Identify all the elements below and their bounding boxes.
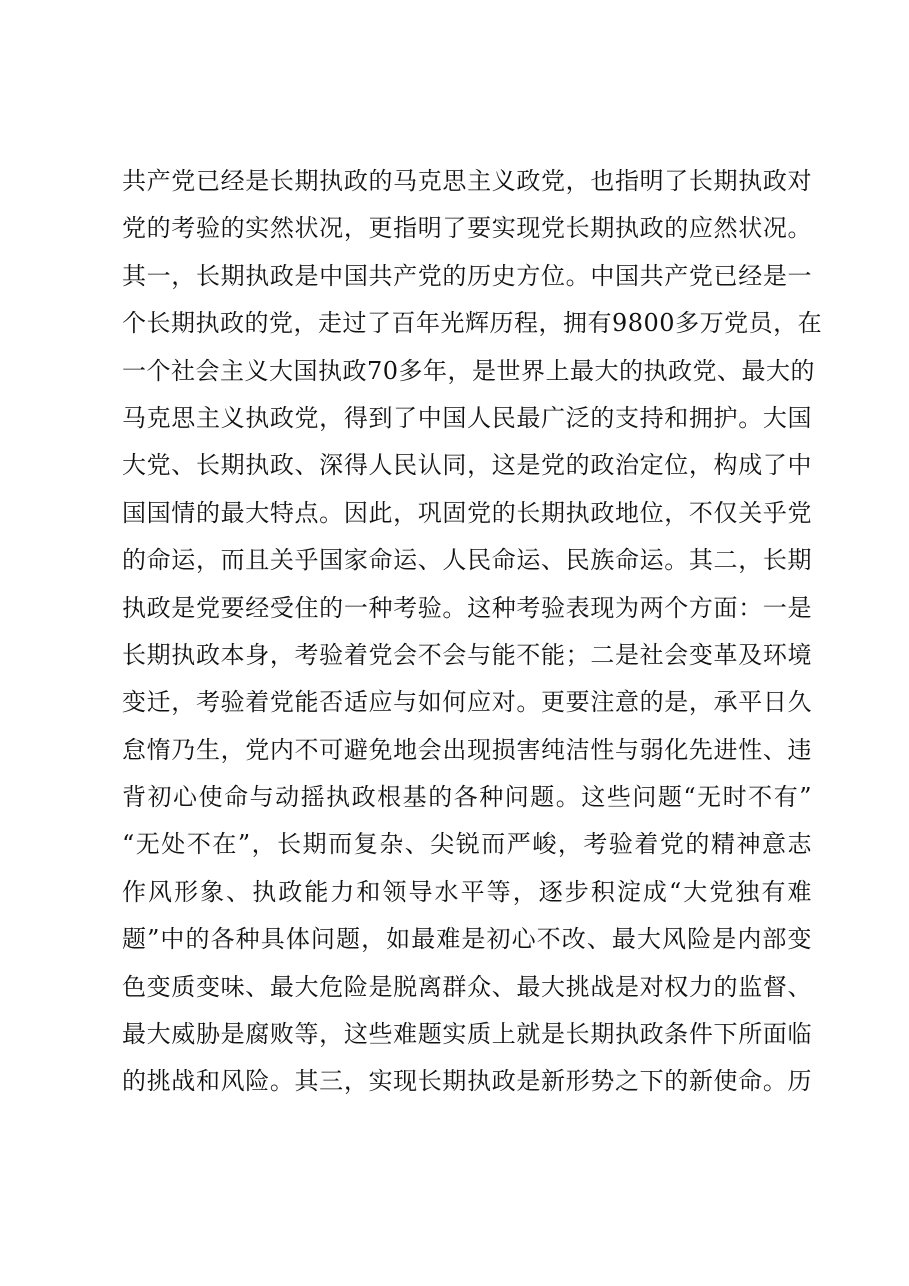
text-line-6: 马克思主义执政党，得到了中国人民最广泛的支持和拥护。大国 <box>122 403 812 432</box>
text-line-1: 共产党已经是长期执政的马克思主义政党，也指明了长期执政对 <box>122 167 812 195</box>
text-line-13: 怠惰乃生，党内不可避免地会出现损害纯洁性与弱化先进性、违 <box>122 735 812 764</box>
body-text <box>122 158 823 1106</box>
text-line-4: 个长期执政的党，走过了百年光辉历程，拥有9800多万党员，在 <box>122 309 823 338</box>
text-line-11: 长期执政本身，考验着党会不会与能不能；二是社会变革及环境 <box>122 640 812 669</box>
text-line-3: 其一，长期执政是中国共产党的历史方位。中国共产党已经是一 <box>122 261 812 290</box>
text-line-17: 题”中的各种具体问题，如最难是初心不改、最大风险是内部变 <box>122 925 812 954</box>
text-line-7: 大党、长期执政、深得人民认同，这是党的政治定位，构成了中 <box>122 451 812 480</box>
text-line-10: 执政是党要经受住的一种考验。这种考验表现为两个方面：一是 <box>122 593 812 622</box>
text-line-15: “无处不在”，长期而复杂、尖锐而严峻，考验着党的精神意志 <box>122 830 812 859</box>
text-line-19: 最大威胁是腐败等，这些难题实质上就是长期执政条件下所面临 <box>122 1020 812 1049</box>
text-line-5: 一个社会主义大国执政70多年，是世界上最大的执政党、最大的 <box>122 356 816 385</box>
text-line-2: 党的考验的实然状况，更指明了要实现党长期执政的应然状况。 <box>122 214 812 243</box>
text-line-14: 背初心使命与动摇执政根基的各种问题。这些问题“无时不有” <box>122 783 812 812</box>
text-line-16: 作风形象、执政能力和领导水平等，逐步积淀成“大党独有难 <box>122 877 812 906</box>
text-line-12: 变迁，考验着党能否适应与如何应对。更要注意的是，承平日久 <box>122 688 812 717</box>
text-line-8: 国国情的最大特点。因此，巩固党的长期执政地位，不仅关乎党 <box>122 498 812 527</box>
text-line-20: 的挑战和风险。其三，实现长期执政是新形势之下的新使命。历 <box>122 1067 812 1096</box>
text-line-18: 色变质变味、最大危险是脱离群众、最大挑战是对权力的监督、 <box>122 972 812 1001</box>
text-line-9: 的命运，而且关乎国家命运、人民命运、民族命运。其二，长期 <box>122 546 812 575</box>
